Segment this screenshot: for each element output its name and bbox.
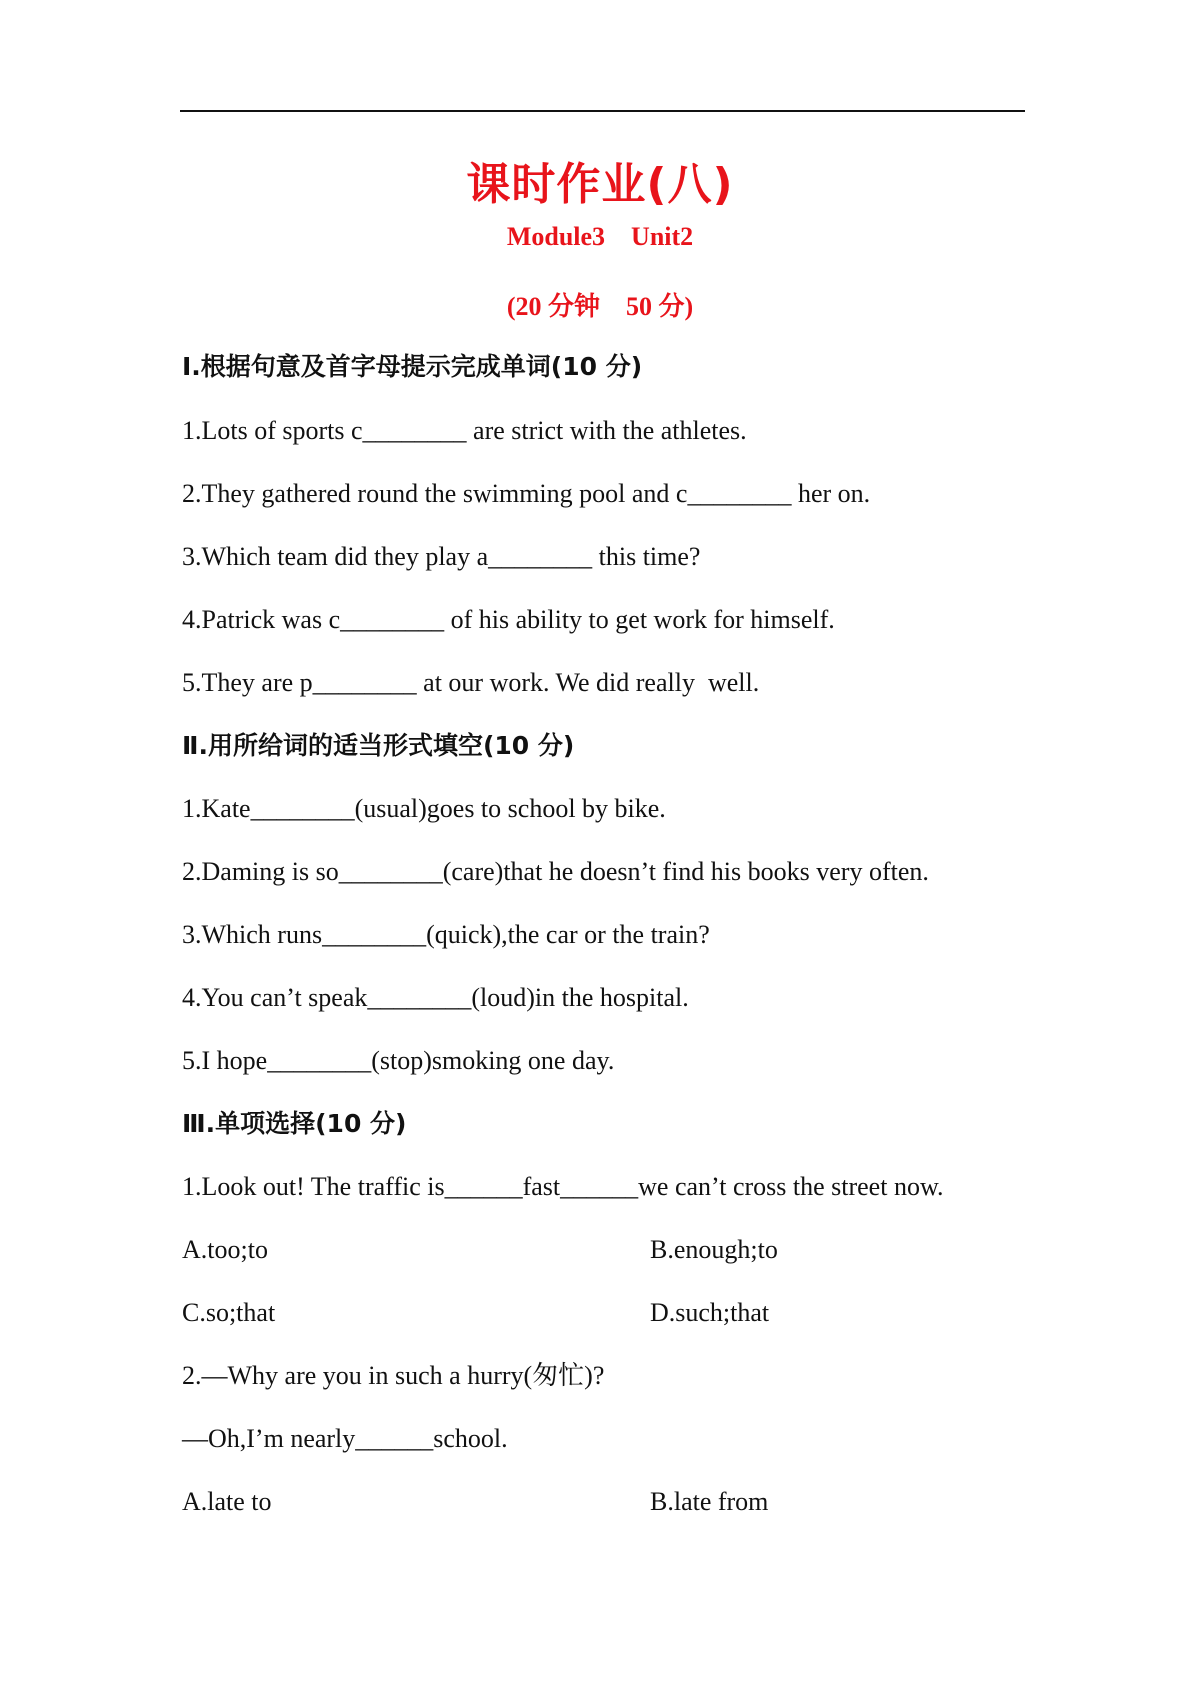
section-1-item-2: 2.They gathered round the swimming pool and c________ her on. [182,479,871,508]
header-rule [180,110,1025,112]
question-2-stem-reply: —Oh,I’m nearly______school. [182,1424,508,1453]
question-1-option-b: B.enough;to [650,1235,778,1264]
section-2-item-1: 1.Kate________(usual)goes to school by bike. [182,794,666,823]
section-1-item-5: 5.They are p________ at our work. We did really well. [182,668,760,697]
section-2-item-5: 5.I hope________(stop)smoking one day. [182,1046,615,1075]
section-1-item-1: 1.Lots of sports c________ are strict with the athletes. [182,416,747,445]
question-1-option-c: C.so;that [182,1298,276,1327]
question-1-option-a: A.too;to [182,1235,268,1264]
section-2-item-2: 2.Daming is so________(care)that he doesn’t find his books very often. [182,857,929,886]
page-title: 课时作业(八) [466,159,734,210]
section-2-item-4: 4.You can’t speak________(loud)in the hospital. [182,983,689,1012]
section-2-item-3: 3.Which runs________(quick),the car or the train? [182,920,710,949]
section-3-heading: Ⅲ.单项选择(10 分) [182,1109,407,1138]
question-1-stem: 1.Look out! The traffic is______fast______we can’t cross the street now. [182,1172,944,1201]
time-score-info: (20 分钟 50 分) [506,292,694,321]
question-2-stem: 2.—Why are you in such a hurry(匆忙)? [182,1361,605,1390]
section-2-heading: Ⅱ.用所给词的适当形式填空(10 分) [182,731,575,760]
question-1-option-d: D.such;that [650,1298,770,1327]
section-1-heading: Ⅰ.根据句意及首字母提示完成单词(10 分) [182,352,643,381]
section-1-item-3: 3.Which team did they play a________ this time? [182,542,701,571]
section-1-item-4: 4.Patrick was c________ of his ability to get work for himself. [182,605,835,634]
question-2-option-a: A.late to [182,1487,272,1516]
question-2-option-b: B.late from [650,1487,769,1516]
page-subtitle: Module3 Unit2 [506,222,694,251]
